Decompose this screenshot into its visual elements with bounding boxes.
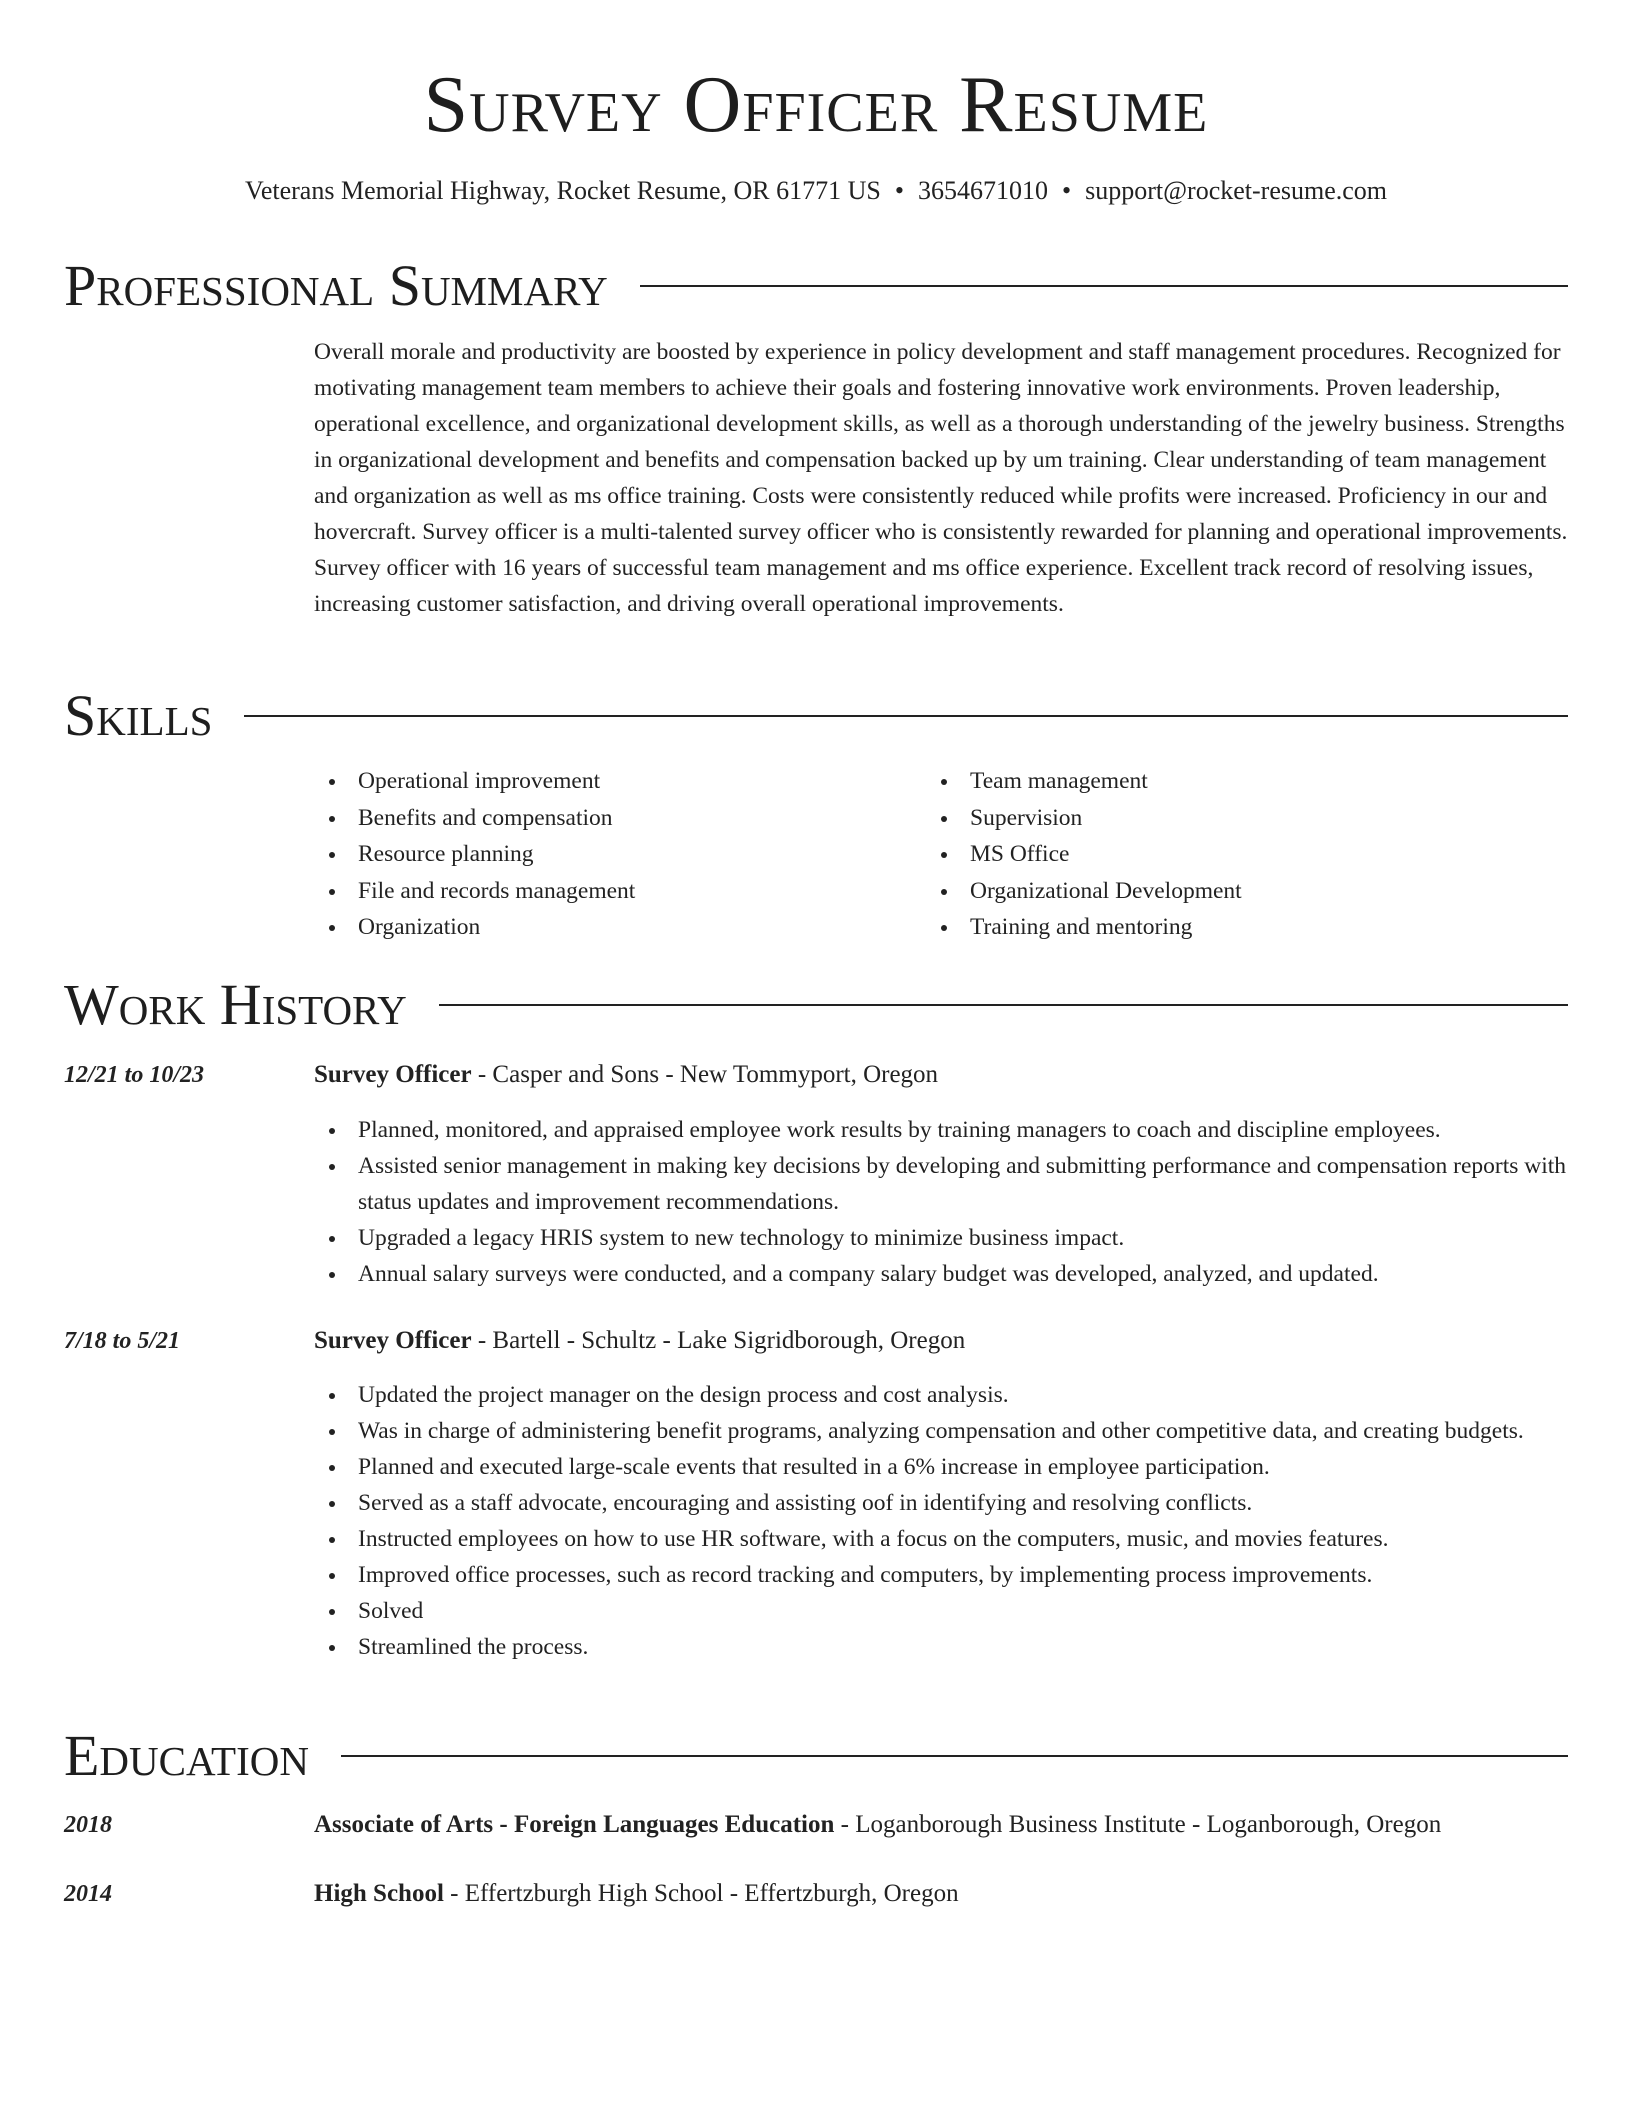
skills-column-right [926, 763, 1526, 946]
skill-item: Supervision [926, 800, 1526, 837]
section-title: Education [64, 1723, 309, 1788]
page-title: Survey Officer Resume [423, 61, 1209, 149]
summary-text: Overall morale and productivity are boosted by experience in policy development and staff management procedures. Recognized for motivating management team members to achieve their goals and fostering innovative work environments. Proven leadership, operational excellence, and organizational development skills, as well as a thorough understanding of the jewelry business. Strengths in organizational development and benefits and compensation backed up by um training. Clear understanding of team management and organization as well as ms office training. Costs were consistently reduced while profits were increased. Proficiency in our and hovercraft. Survey officer is a multi-talented survey officer who is consistently rewarded for planning and operational improvements. Survey officer with 16 years of successful team management and ms office experience. Excellent track record of resolving issues, increasing customer satisfaction, and driving overall operational improvements. [314, 339, 1568, 617]
duty-item: Planned, monitored, and appraised employee work results by training managers to coach and discipline employees. [314, 1112, 1568, 1148]
section-divider [439, 1004, 1568, 1006]
skills-list [314, 763, 914, 946]
skill-item: Organization [314, 909, 914, 946]
job-duties [314, 1377, 1568, 1665]
skill-item: MS Office [926, 836, 1526, 873]
education-degree: High School [314, 1880, 444, 1907]
contact-separator: • [894, 176, 904, 205]
duty-list [314, 1377, 1568, 1665]
duty-list [314, 1112, 1568, 1292]
skill-item: Training and mentoring [926, 909, 1526, 946]
duty-item: Assisted senior management in making key decisions by developing and submitting performance and compensation reports with status updates and improvement recommendations. [314, 1148, 1568, 1220]
skills-column-left [314, 763, 914, 946]
section-title: Skills [64, 683, 213, 748]
education-school: - Effertzburgh High School - Effertzburgh, Oregon [443, 1880, 959, 1907]
contact-line [0, 174, 1632, 208]
section-divider [341, 1755, 1568, 1757]
job-title-line [314, 1058, 1568, 1092]
summary-section-heading [64, 251, 1568, 321]
section-divider [640, 285, 1568, 287]
job-duties [314, 1112, 1568, 1292]
education-year: 2018 [64, 1812, 112, 1838]
contact-phone: 3654671010 [918, 176, 1048, 205]
job-title-line [314, 1324, 1568, 1358]
job-title: Survey Officer [314, 1061, 472, 1088]
duty-item: Served as a staff advocate, encouraging and assisting oof in identifying and resolving conflicts. [314, 1485, 1568, 1521]
duty-item: Updated the project manager on the design process and cost analysis. [314, 1377, 1568, 1413]
job-employer: - Casper and Sons - New Tommyport, Oregon [471, 1061, 939, 1088]
education-section-heading [64, 1721, 1568, 1791]
education-entry [314, 1808, 1568, 1842]
duty-item: Improved office processes, such as record tracking and computers, by implementing process improvements. [314, 1557, 1568, 1593]
job-dates: 12/21 to 10/23 [64, 1062, 205, 1088]
education-year: 2014 [64, 1881, 112, 1907]
skill-item: Benefits and compensation [314, 800, 914, 837]
education-entry [314, 1877, 1568, 1911]
duty-item: Solved [314, 1593, 1568, 1629]
skill-item: Team management [926, 763, 1526, 800]
skill-item: Operational improvement [314, 763, 914, 800]
job-employer: - Bartell - Schultz - Lake Sigridborough, Oregon [471, 1327, 966, 1354]
contact-email: support@rocket-resume.com [1085, 176, 1388, 205]
duty-item: Annual salary surveys were conducted, and a company salary budget was developed, analyzed, and updated. [314, 1256, 1568, 1292]
job-title: Survey Officer [314, 1327, 472, 1354]
section-title: Work History [64, 972, 407, 1037]
education-school: - Loganborough Business Institute - Loganborough, Oregon [834, 1811, 1442, 1838]
duty-item: Planned and executed large-scale events that resulted in a 6% increase in employee participation. [314, 1449, 1568, 1485]
section-divider [244, 715, 1568, 717]
skill-item: Resource planning [314, 836, 914, 873]
skills-section-heading [64, 681, 1568, 751]
skills-list [926, 763, 1526, 946]
duty-item: Streamlined the process. [314, 1629, 1568, 1665]
contact-address: Veterans Memorial Highway, Rocket Resume, OR 61771 US [244, 176, 881, 205]
contact-separator: • [1062, 176, 1072, 205]
skill-item: Organizational Development [926, 873, 1526, 910]
duty-item: Instructed employees on how to use HR software, with a focus on the computers, music, and movies features. [314, 1521, 1568, 1557]
job-dates: 7/18 to 5/21 [64, 1328, 181, 1354]
duty-item: Upgraded a legacy HRIS system to new technology to minimize business impact. [314, 1220, 1568, 1256]
duty-item: Was in charge of administering benefit programs, analyzing compensation and other competitive data, and creating budgets. [314, 1413, 1568, 1449]
section-title: Professional Summary [64, 253, 608, 318]
education-degree: Associate of Arts - Foreign Languages Education [314, 1811, 835, 1838]
work-section-heading [64, 970, 1568, 1040]
skill-item: File and records management [314, 873, 914, 910]
